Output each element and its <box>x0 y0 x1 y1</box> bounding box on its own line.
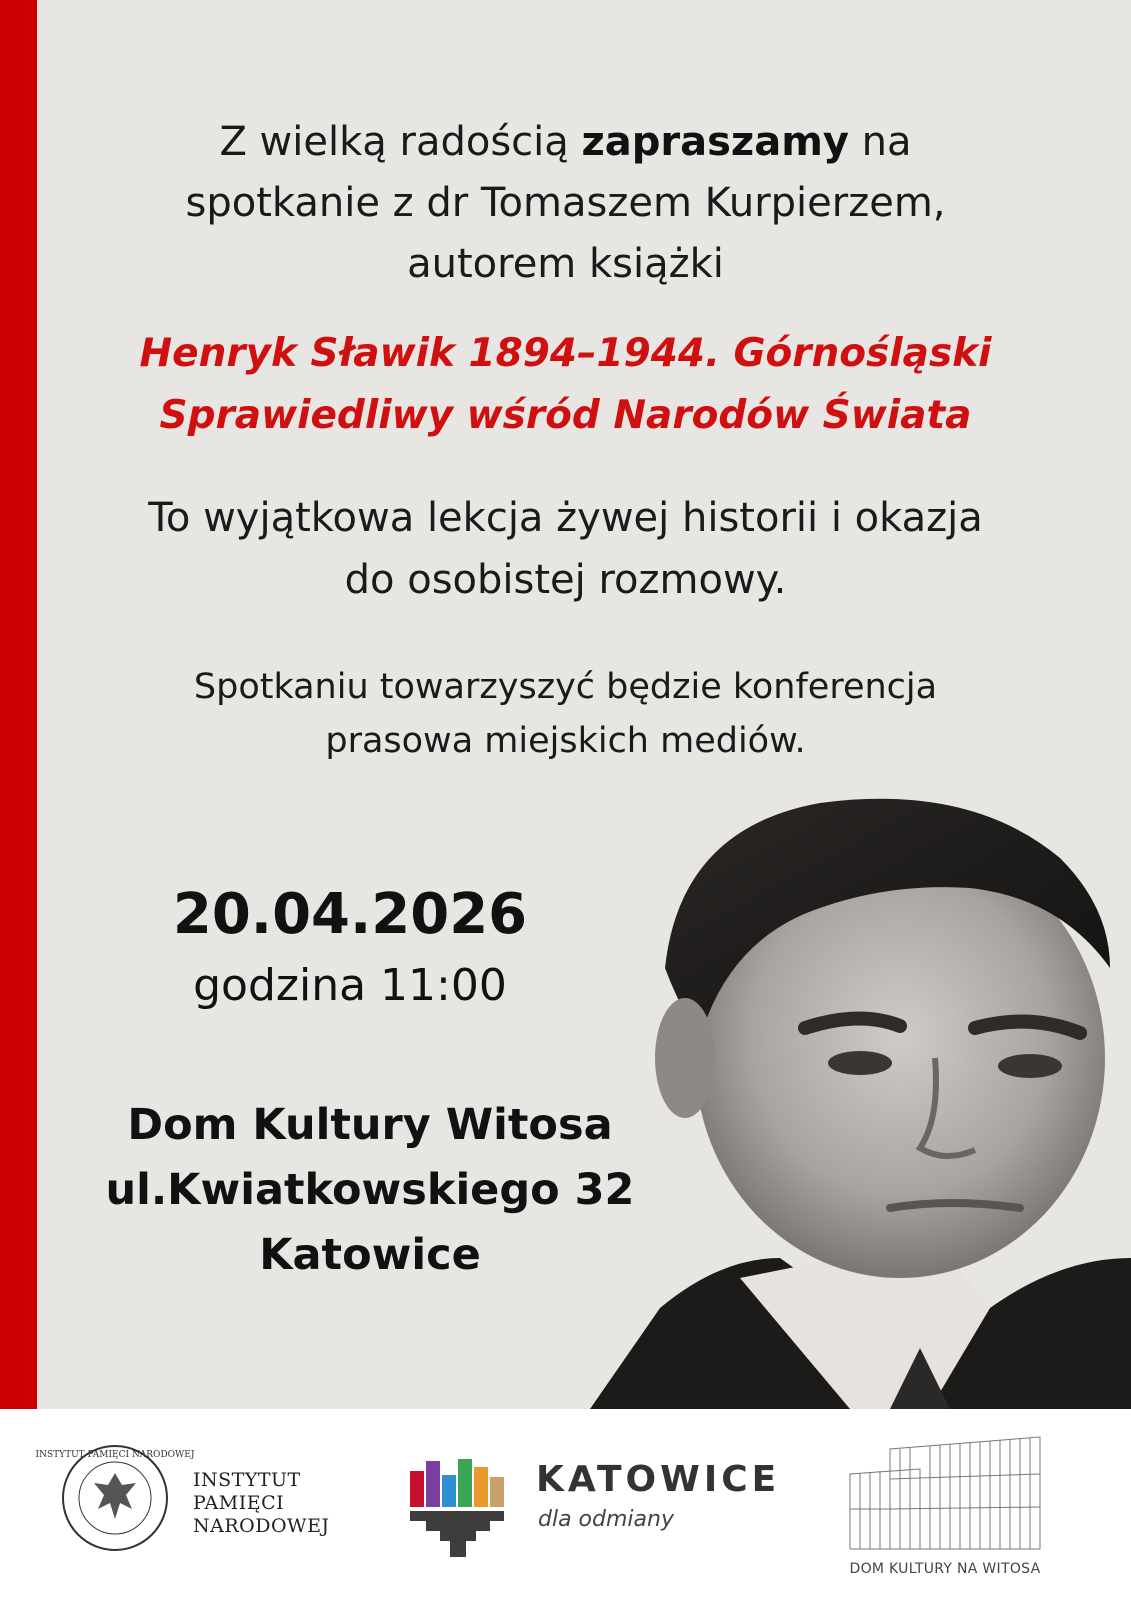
book-title-line-1: Henryk Sławik 1894–1944. Górnośląski <box>139 331 992 376</box>
katowice-slogan: dla odmiany <box>538 1507 674 1532</box>
event-time: godzina 11:00 <box>193 960 507 1011</box>
red-side-bar <box>0 0 37 1409</box>
invitation-line-3: autorem książki <box>407 241 724 287</box>
building-outline-icon <box>840 1429 1050 1554</box>
book-title <box>37 323 1094 447</box>
ipn-line-2: PAMIĘCI <box>193 1492 285 1514</box>
event-date: 20.04.2026 <box>172 882 528 947</box>
press-line-2: prasowa miejskich mediów. <box>325 721 806 761</box>
lesson-line-1: To wyjątkowa lekcja żywej historii i okazja <box>148 495 983 541</box>
lesson-line-2: do osobistej rozmowy. <box>344 557 787 603</box>
portrait-photo <box>590 788 1131 1409</box>
footer-logos <box>0 1409 1131 1600</box>
katowice-logo-icon <box>410 1449 510 1559</box>
ipn-name <box>193 1469 330 1538</box>
invitation-text <box>37 112 1094 295</box>
book-title-line-2: Sprawiedliwy wśród Narodów Świata <box>159 393 972 438</box>
ipn-line-3: NARODOWEJ <box>193 1515 330 1537</box>
invite-emphasis: zapraszamy <box>581 119 849 165</box>
ipn-line-1: INSTYTUT <box>193 1469 301 1491</box>
venue-city: Katowice <box>259 1230 481 1280</box>
venue-address <box>90 1093 650 1288</box>
press-line-1: Spotkaniu towarzyszyć będzie konferencja <box>193 667 938 707</box>
eagle-seal-icon <box>35 1443 195 1553</box>
lesson-text <box>37 487 1094 611</box>
venue-street: ul.Kwiatkowskiego 32 <box>105 1165 635 1215</box>
katowice-name: KATOWICE <box>536 1459 781 1500</box>
invitation-line-1: Z wielką radością zapraszamy na <box>219 119 912 165</box>
press-note <box>37 660 1094 768</box>
svg-text:INSTYTUT PAMIĘCI NARODOWEJ: INSTYTUT PAMIĘCI NARODOWEJ <box>35 1450 195 1460</box>
venue-name: Dom Kultury Witosa <box>127 1100 613 1150</box>
dom-kultury-name: DOM KULTURY NA WITOSA <box>849 1561 1041 1577</box>
invitation-line-2: spotkanie z dr Tomaszem Kurpierzem, <box>185 180 946 226</box>
